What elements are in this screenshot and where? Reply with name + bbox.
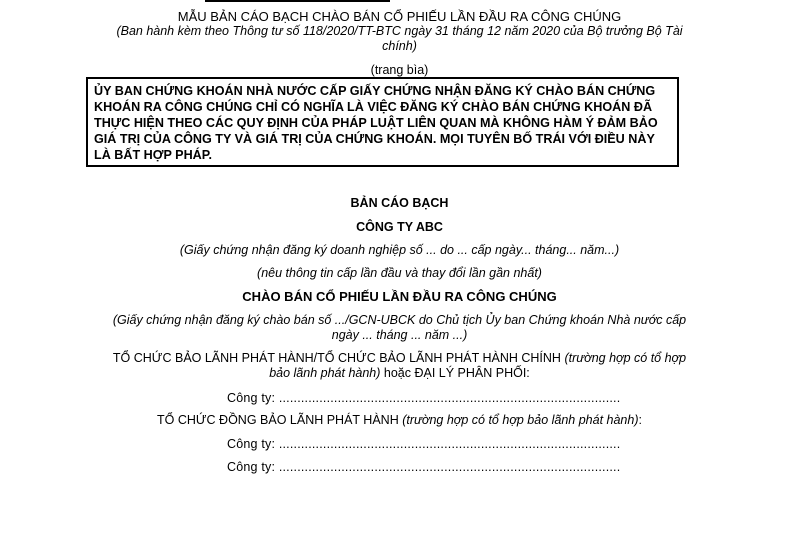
prospectus-title: BẢN CÁO BẠCH	[350, 196, 449, 210]
offering-title: CHÀO BÁN CỔ PHIẾU LẦN ĐẦU RA CÔNG CHÚNG	[242, 289, 557, 304]
document-subtitle-line2: chính)	[382, 39, 417, 53]
underwriter-heading-line1	[0, 351, 799, 366]
underwriter-heading-line2	[0, 366, 799, 381]
offering-cert-line1: (Giấy chứng nhận đăng ký chào bán số .../GCN-UBCK do Chủ tịch Ủy ban Chứng khoán Nhà nước cấp	[112, 313, 687, 327]
company-field-3: Công ty: .............................................................................................	[227, 460, 621, 474]
business-registration-cert: (Giấy chứng nhận đăng ký doanh nghiệp số ... do ... cấp ngày... tháng... năm...)	[179, 243, 620, 257]
top-rule	[205, 0, 390, 2]
co-underwriter-note: (trường hợp có tổ hợp bảo lãnh phát hành)	[402, 413, 639, 427]
co-underwriter-heading	[0, 413, 799, 428]
legal-notice-box	[86, 77, 679, 167]
co-underwriter-text: TỔ CHỨC ĐỒNG BẢO LÃNH PHÁT HÀNH	[157, 413, 403, 427]
underwriter-heading-note: (trường hợp có tổ hợp	[564, 351, 687, 365]
underwriter-heading-text: TỔ CHỨC BẢO LÃNH PHÁT HÀNH/TỔ CHỨC BẢO LÃNH PHÁT HÀNH CHÍNH	[112, 351, 565, 365]
co-underwriter-colon: :	[638, 413, 642, 427]
company-field-2: Công ty: .............................................................................................	[227, 437, 621, 451]
offering-cert-line2: ngày ... tháng ... năm ...)	[331, 328, 468, 342]
legal-notice-text: ỦY BAN CHỨNG KHOÁN NHÀ NƯỚC CẤP GIẤY CHỨNG NHẬN ĐĂNG KÝ CHÀO BÁN CHỨNG KHOÁN RA CÔNG CHÚNG CHỈ CÓ NGHĨA LÀ VIỆC ĐĂNG KÝ CHÀO BÁN CHỨNG KHOÁN ĐÃ THỰC HIỆN THEO CÁC QUY ĐỊNH CỦA PHÁP LUẬT LIÊN QUAN MÀ KHÔNG HÀM Ý ĐẢM BẢO GIÁ TRỊ CỦA CÔNG TY VÀ GIÁ TRỊ CỦA CHỨNG KHOÁN. MỌI TUYÊN BỐ TRÁI VỚI ĐIỀU NÀY LÀ BẤT HỢP PHÁP.	[94, 84, 658, 162]
registration-note: (nêu thông tin cấp lần đầu và thay đổi lần gần nhất)	[257, 266, 542, 280]
document-title: MẪU BẢN CÁO BẠCH CHÀO BÁN CỔ PHIẾU LẦN ĐẦU RA CÔNG CHÚNG	[177, 9, 622, 24]
company-field-1: Công ty: .............................................................................................	[227, 391, 621, 405]
cover-label: (trang bìa)	[370, 63, 429, 77]
document-subtitle-line1: (Ban hành kèm theo Thông tư số 118/2020/TT-BTC ngày 31 tháng 12 năm 2020 của Bộ trưởng Bộ Tài	[116, 24, 683, 38]
distribution-agent-text: hoặc ĐẠI LÝ PHÂN PHỐI:	[380, 366, 530, 380]
underwriter-heading-note-cont: bảo lãnh phát hành)	[269, 366, 381, 380]
company-name: CÔNG TY ABC	[356, 220, 443, 234]
